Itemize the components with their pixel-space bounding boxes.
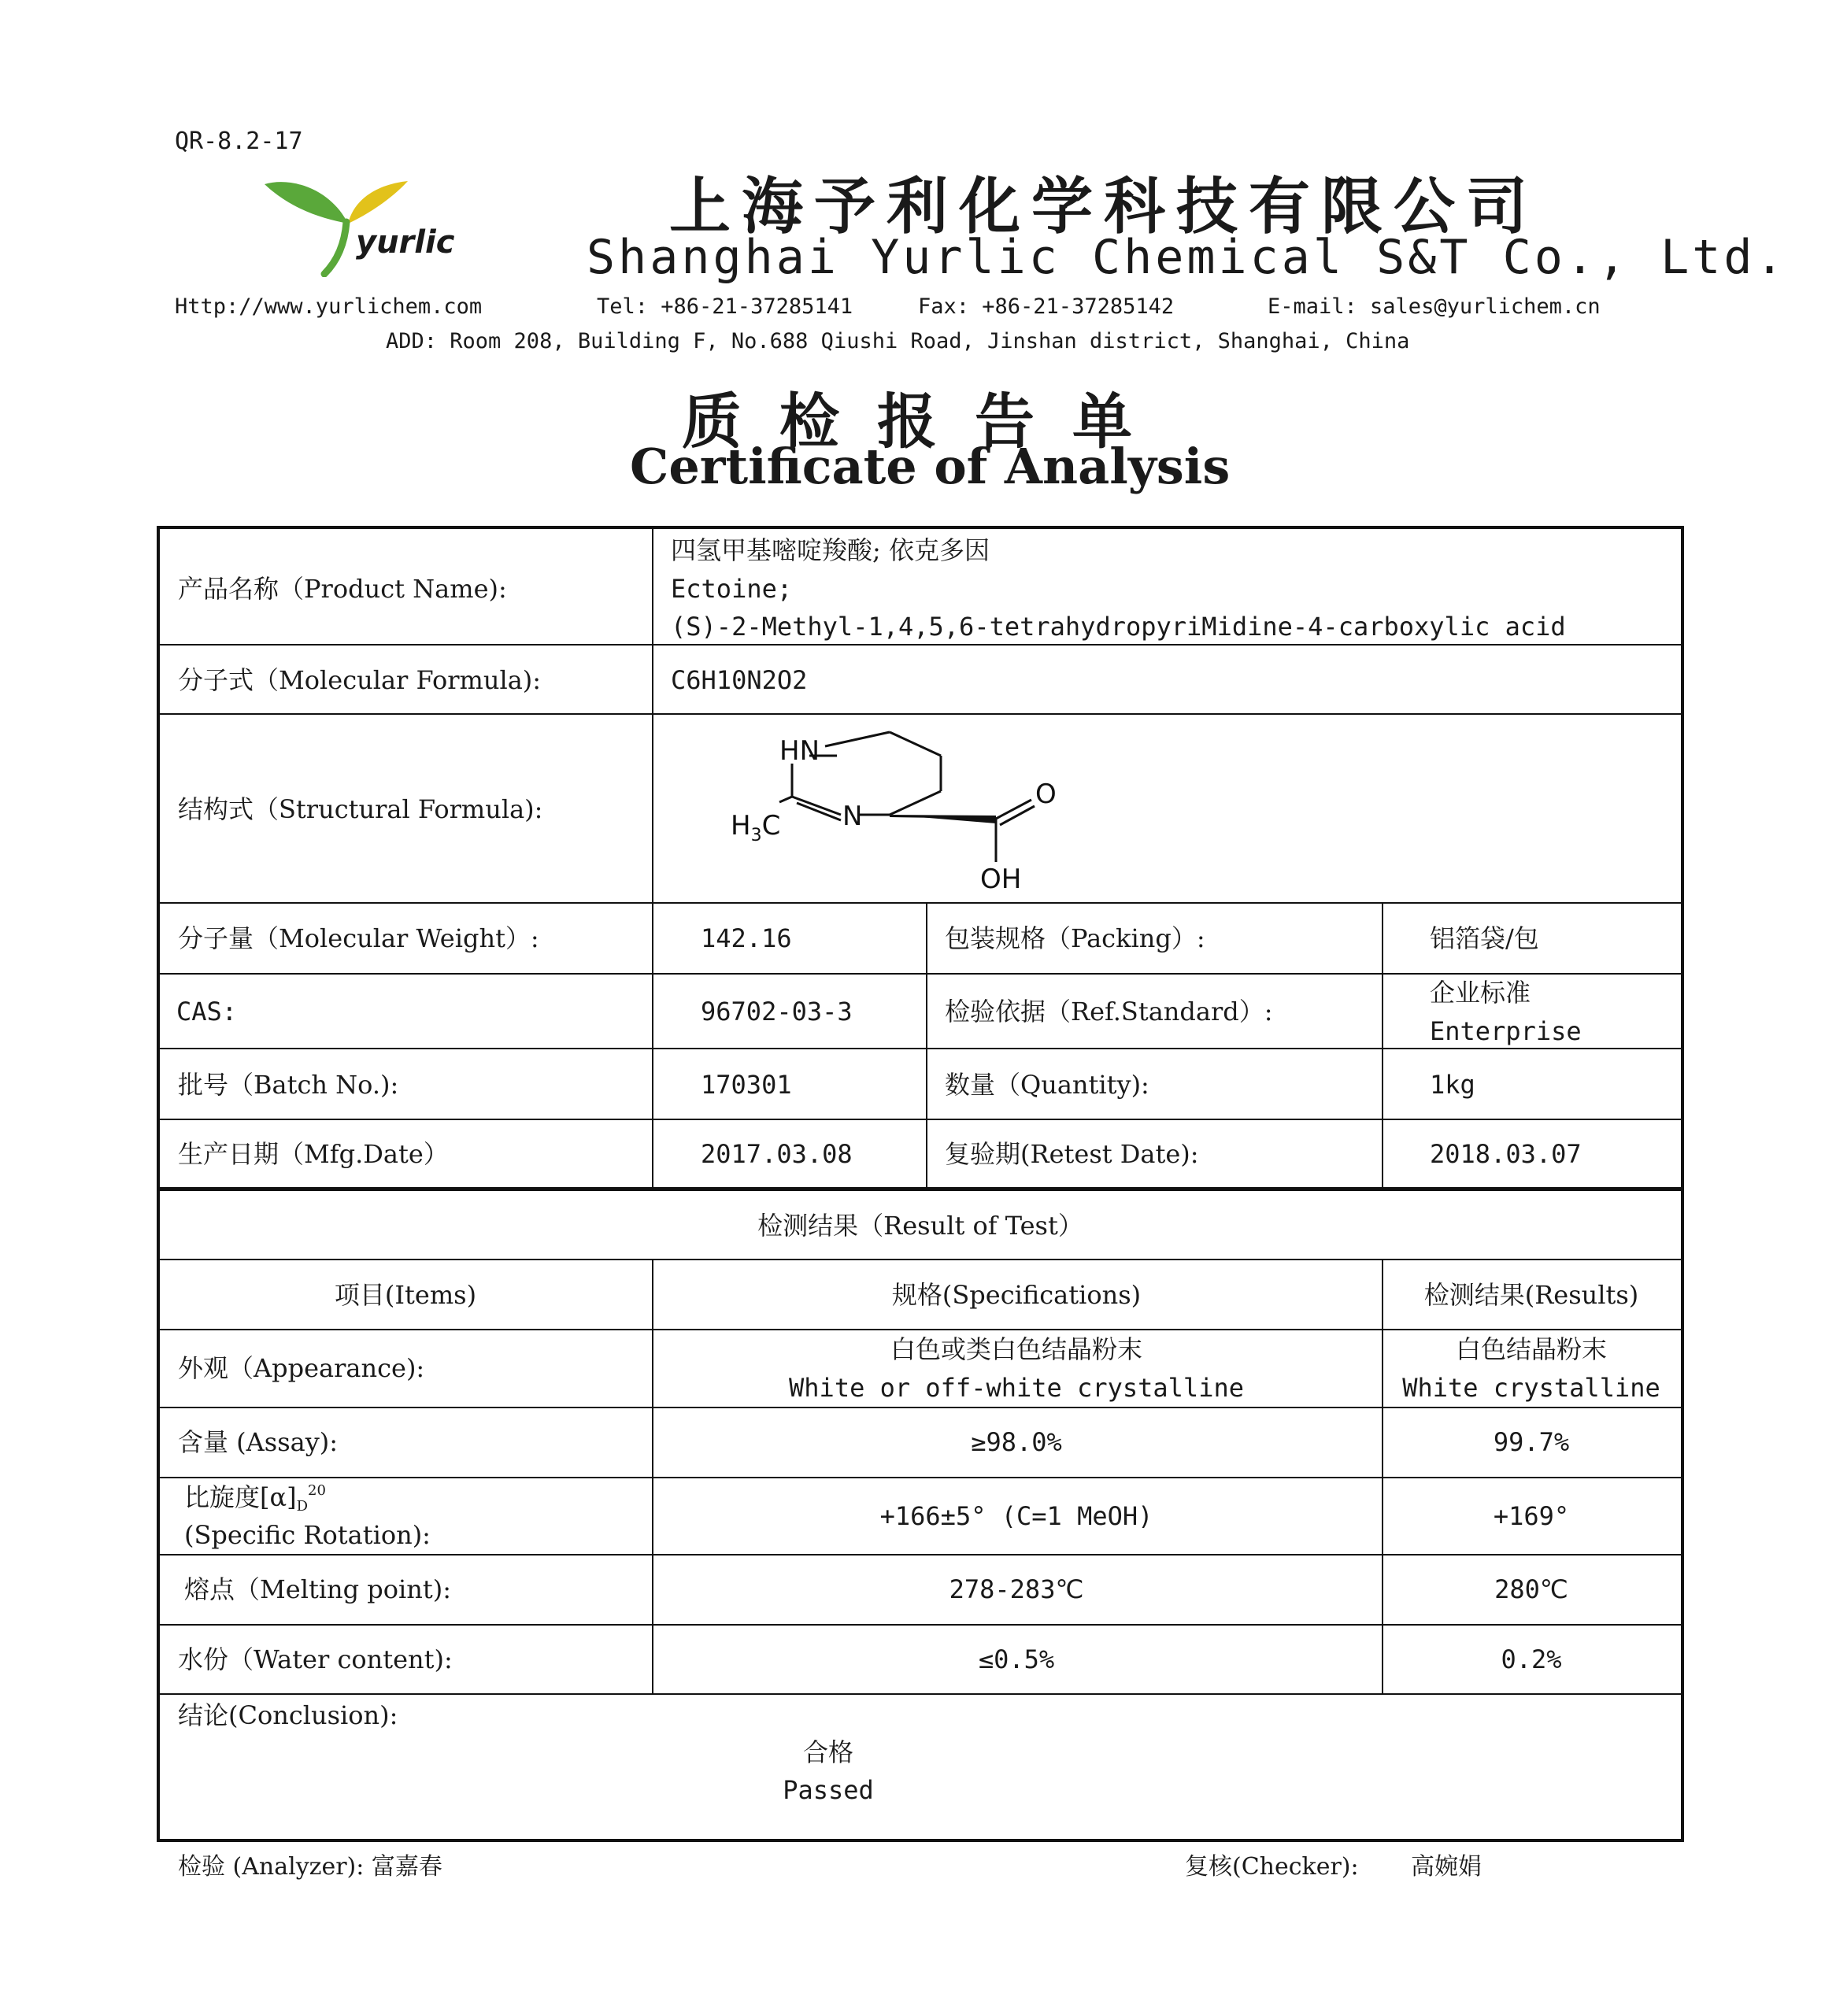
row-divider [160,1407,1681,1408]
analyzer-signature: 检验 (Analyzer): 富嘉春 [178,1853,442,1881]
col-divider [926,902,927,1189]
title-en: Certificate of Analysis [630,438,1231,495]
column-header-specs: 规格(Specifications) [891,1280,1142,1310]
batch-label: 批号（Batch No.): [178,1070,399,1100]
structural-formula-diagram [724,724,1086,897]
appearance-result-en: White crystalline [1402,1373,1660,1403]
row-divider [160,1259,1681,1260]
assay-result: 99.7% [1493,1427,1570,1457]
fax-number: Fax: +86-21-37285142 [918,294,1175,319]
column-header-results: 检测结果(Results) [1423,1280,1639,1310]
rotation-spec: +166±5° (C=1 MeOH) [879,1501,1153,1531]
email-address[interactable]: E-mail: sales@yurlichem.cn [1268,294,1601,319]
column-header-items: 项目(Items) [334,1280,477,1310]
conclusion-value-en: Passed [783,1775,874,1805]
structure-label: 结构式（Structural Formula): [178,794,543,824]
row-divider [160,1624,1681,1626]
results-section-title: 检测结果（Result of Test） [757,1211,1083,1241]
retest-date-label: 复验期(Retest Date): [945,1139,1199,1169]
company-name-cn: 上海予利化学科技有限公司 [669,171,1539,242]
rotation-label-cn: 比旋度$[\alpha]D^{20}$ [184,1482,326,1515]
document-code: QR-8.2-17 [175,128,303,155]
quantity-value: 1kg [1430,1070,1475,1100]
row-divider [160,1477,1681,1478]
col-divider [1382,902,1383,1189]
mw-label: 分子量（Molecular Weight）: [178,923,539,953]
conclusion-label: 结论(Conclusion): [178,1700,398,1730]
col-divider [652,529,653,1189]
rotation-label-en: (Specific Rotation): [184,1520,431,1550]
atom-o: O [1035,779,1057,810]
mw-value: 142.16 [701,923,792,953]
product-name-label: 产品名称（Product Name): [178,574,507,604]
melting-point-label: 熔点（Melting point): [184,1574,452,1604]
checker-name: 高婉娟 [1411,1853,1482,1881]
assay-spec: ≥98.0% [971,1427,1062,1457]
row-divider [160,1119,1681,1120]
melting-point-result: 280℃ [1494,1574,1568,1604]
cas-label: CAS: [176,997,238,1026]
website-link[interactable]: Http://www.yurlichem.com [175,294,483,319]
atom-oh: OH [980,864,1022,895]
row-divider [160,902,1681,904]
row-divider [160,713,1681,715]
water-content-spec: ≤0.5% [978,1644,1055,1674]
product-name-iupac: (S)-2-Methyl-1,4,5,6-tetrahydropyriMidine-4-carboxylic acid [671,612,1566,642]
company-name-en: Shanghai Yurlic Chemical S&T Co., Ltd. [587,230,1787,285]
quantity-label: 数量（Quantity): [945,1070,1149,1100]
formula-label: 分子式（Molecular Formula): [178,665,542,695]
appearance-spec-en: White or off-white crystalline [789,1373,1244,1403]
ref-standard-cn: 企业标准 [1430,978,1531,1008]
col-divider [1382,1259,1383,1693]
batch-value: 170301 [701,1070,792,1100]
mfg-date-value: 2017.03.08 [701,1139,853,1169]
row-divider [160,1693,1681,1695]
appearance-result-cn: 白色结晶粉末 [1455,1334,1608,1364]
conclusion-value-cn: 合格 [802,1737,854,1767]
atom-n: N [842,801,863,832]
retest-date-value: 2018.03.07 [1430,1139,1582,1169]
assay-label: 含量 (Assay): [178,1427,339,1457]
product-name-en: Ectoine; [671,574,793,604]
product-name-cn: 四氢甲基嘧啶羧酸; 依克多因 [671,535,990,565]
ref-standard-en: Enterprise [1430,1016,1582,1046]
appearance-spec-cn: 白色或类白色结晶粉末 [890,1334,1143,1364]
section-divider [160,1187,1681,1191]
company-address: ADD: Room 208, Building F, No.688 Qiushi Road, Jinshan district, Shanghai, China [386,329,1410,353]
row-divider [160,1554,1681,1555]
cas-value: 96702-03-3 [701,997,853,1026]
col-divider [652,1259,653,1693]
water-content-label: 水份（Water content): [178,1644,453,1674]
melting-point-spec: 278-283℃ [949,1574,1084,1604]
atom-hn: HN [779,735,820,767]
packing-value: 铝箔袋/包 [1430,923,1539,953]
rotation-result: +169° [1493,1501,1570,1531]
packing-label: 包装规格（Packing）: [945,923,1205,953]
atom-h3c: $H_3C$ [731,810,781,845]
appearance-label: 外观（Appearance): [178,1353,425,1383]
water-content-result: 0.2% [1501,1644,1562,1674]
title-cn: 质检报告单 [682,387,1170,457]
checker-label: 复核(Checker): [1185,1853,1359,1881]
tel-number: Tel: +86-21-37285141 [597,294,853,319]
ref-standard-label: 检验依据（Ref.Standard）: [945,997,1273,1026]
formula-value: C6H10N2O2 [671,665,808,695]
mfg-date-label: 生产日期（Mfg.Date） [178,1139,449,1169]
logo-wordmark: yurlic [356,224,455,261]
